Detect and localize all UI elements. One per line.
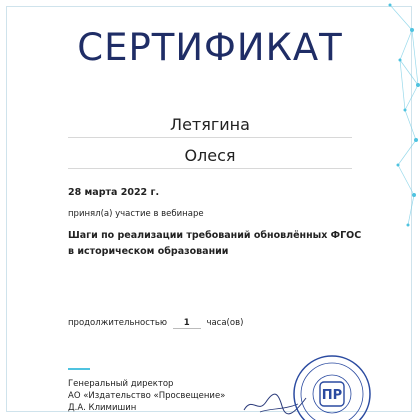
- webinar-topic-line-1: Шаги по реализации требований обновлённых ФГОС: [68, 230, 362, 241]
- signer-block: [68, 378, 225, 414]
- certificate-title: СЕРТИФИКАТ: [77, 26, 343, 69]
- duration-value: 1: [173, 318, 201, 329]
- webinar-topic: [68, 228, 368, 260]
- publisher-seal-icon: [290, 352, 374, 420]
- event-date: 28 марта 2022 г.: [68, 187, 160, 198]
- divider: [68, 168, 352, 169]
- signer-company: АО «Издательство «Просвещение»: [68, 391, 226, 401]
- webinar-topic-line-2: в историческом образовании: [68, 246, 229, 257]
- signer-position: Генеральный директор: [68, 379, 174, 389]
- divider: [68, 137, 352, 138]
- participation-text: принял(а) участие в вебинаре: [68, 209, 204, 219]
- signer-name: Д.А. Климишин: [68, 403, 137, 413]
- recipient-surname: Летягина: [170, 115, 250, 134]
- recipient-first-name: Олеся: [184, 146, 236, 165]
- duration-prefix: продолжительностью: [68, 318, 168, 328]
- duration: [68, 318, 243, 329]
- duration-unit: часа(ов): [206, 318, 244, 328]
- seal-logo-text: ПР: [321, 388, 343, 403]
- signature-accent-line: [68, 368, 90, 370]
